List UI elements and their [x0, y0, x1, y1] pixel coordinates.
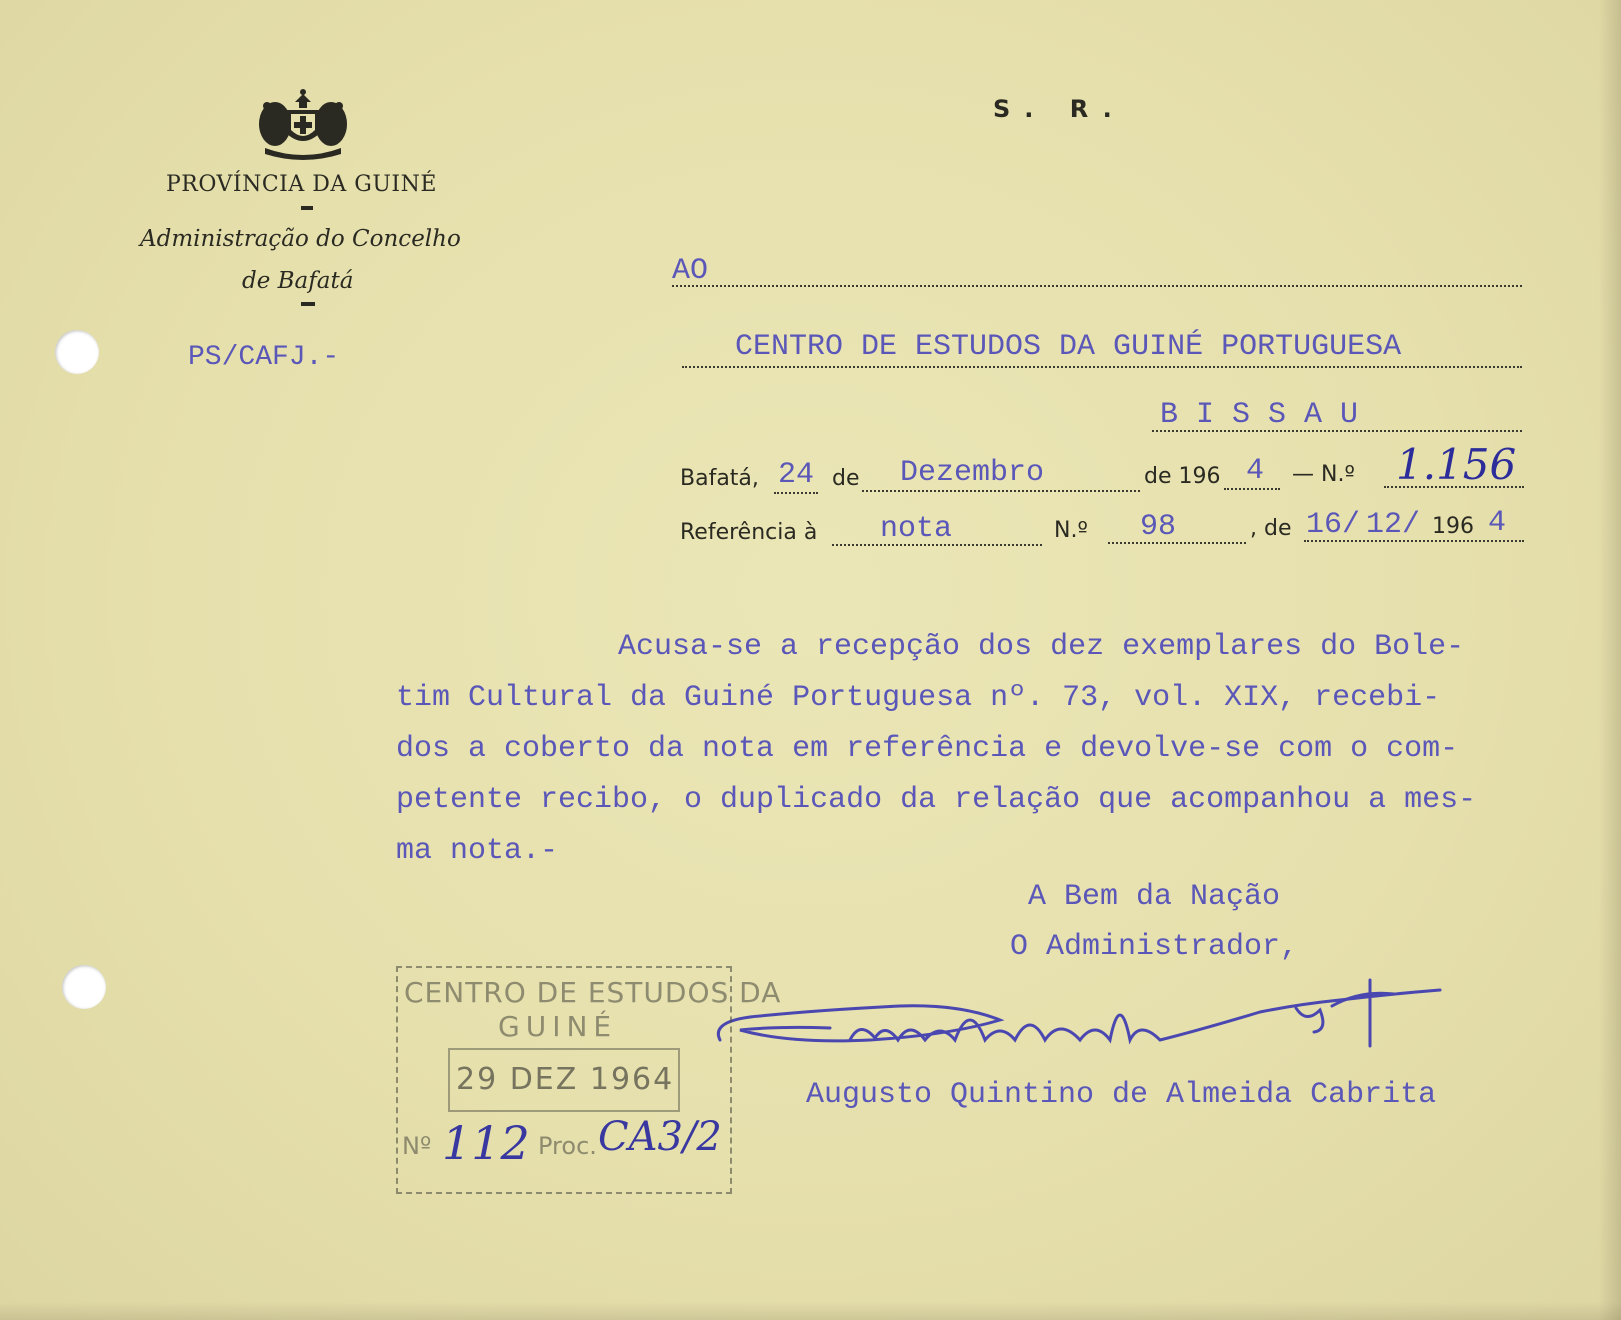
- addressee-prefix: AO: [672, 254, 709, 288]
- reference-date-label: , de: [1250, 516, 1292, 541]
- divider-2: [301, 302, 315, 306]
- addressee-line-3: [1152, 430, 1522, 432]
- reference-month: 12/: [1366, 508, 1421, 542]
- reference-code: PS/CAFJ.-: [188, 342, 340, 373]
- dateline-day-line: [774, 492, 818, 494]
- stamp-org-line: CENTRO DE ESTUDOS DA: [404, 976, 782, 1009]
- addressee-line-2: [682, 366, 1522, 368]
- stamp-no-value: 112: [442, 1116, 530, 1170]
- body-line-5: ma nota.-: [396, 834, 559, 868]
- reference-date-line: [1304, 540, 1524, 542]
- reference-type-line: [832, 544, 1042, 546]
- receipt-stamp: [396, 966, 782, 1194]
- stamp-proc-value: CA3/2: [598, 1114, 722, 1160]
- closing-salutation: A Bem da Nação: [1028, 880, 1281, 914]
- reference-type: nota: [880, 512, 953, 546]
- dateline-year-prefix: de 196: [1144, 464, 1221, 489]
- divider-1: [301, 206, 313, 210]
- signer-name: Augusto Quintino de Almeida Cabrita: [806, 1078, 1437, 1112]
- punch-hole-top: [55, 330, 99, 374]
- sr-mark: S. R.: [993, 95, 1126, 123]
- dateline-number: 1.156: [1396, 440, 1517, 489]
- body-line-4: petente recibo, o duplicado da relação que acompanhou a mes-: [396, 783, 1477, 817]
- dateline-month-line: [862, 490, 1140, 492]
- province-heading: PROVÍNCIA DA GUINÉ: [166, 172, 437, 197]
- body-line-1: Acusa-se a recepção dos dez exemplares do Bole-: [618, 630, 1465, 664]
- reference-number-line: [1108, 542, 1246, 544]
- dateline-year-line: [1224, 488, 1280, 490]
- dateline-day: 24: [778, 458, 815, 492]
- dateline-month: Dezembro: [900, 456, 1045, 490]
- closing-title: O Administrador,: [1010, 930, 1299, 964]
- addressee-city: B I S S A U: [1160, 398, 1359, 432]
- stamp-org-line-2: GUINÉ: [498, 1010, 618, 1043]
- reference-label: Referência à: [680, 520, 818, 545]
- dateline-place: Bafatá,: [680, 466, 759, 491]
- dateline-number-label: — N.º: [1292, 462, 1355, 487]
- reference-year-prefix: 196: [1432, 514, 1474, 539]
- stamp-proc-label: Proc.: [538, 1132, 597, 1160]
- body-line-3: dos a coberto da nota em referência e devolve-se com o com-: [396, 732, 1459, 766]
- dateline-number-line: [1384, 486, 1524, 488]
- administration-place: de Bafatá: [242, 268, 354, 294]
- dateline-de: de: [832, 466, 860, 491]
- reference-number: 98: [1140, 510, 1177, 544]
- reference-day: 16/: [1306, 508, 1361, 542]
- reference-year-digit: 4: [1488, 506, 1507, 540]
- paper-edge-bottom: [0, 1302, 1621, 1320]
- handwritten-signature-icon: [700, 960, 1480, 1080]
- stamp-no-label: Nº: [402, 1132, 432, 1160]
- dateline-year-digit: 4: [1246, 454, 1265, 488]
- punch-hole-bottom: [62, 965, 106, 1009]
- paper-edge-right: [1599, 0, 1621, 1320]
- administration-line: Administração do Concelho: [140, 226, 461, 252]
- coat-of-arms-icon: [255, 88, 351, 160]
- stamp-date: 29 DEZ 1964: [456, 1062, 675, 1097]
- stamp-date-box: [448, 1048, 680, 1112]
- body-line-2: tim Cultural da Guiné Portuguesa nº. 73, vol. XIX, recebi-: [396, 681, 1441, 715]
- addressee-name: CENTRO DE ESTUDOS DA GUINÉ PORTUGUESA: [735, 330, 1402, 364]
- reference-number-label: N.º: [1054, 518, 1088, 543]
- addressee-line-1: [672, 285, 1522, 287]
